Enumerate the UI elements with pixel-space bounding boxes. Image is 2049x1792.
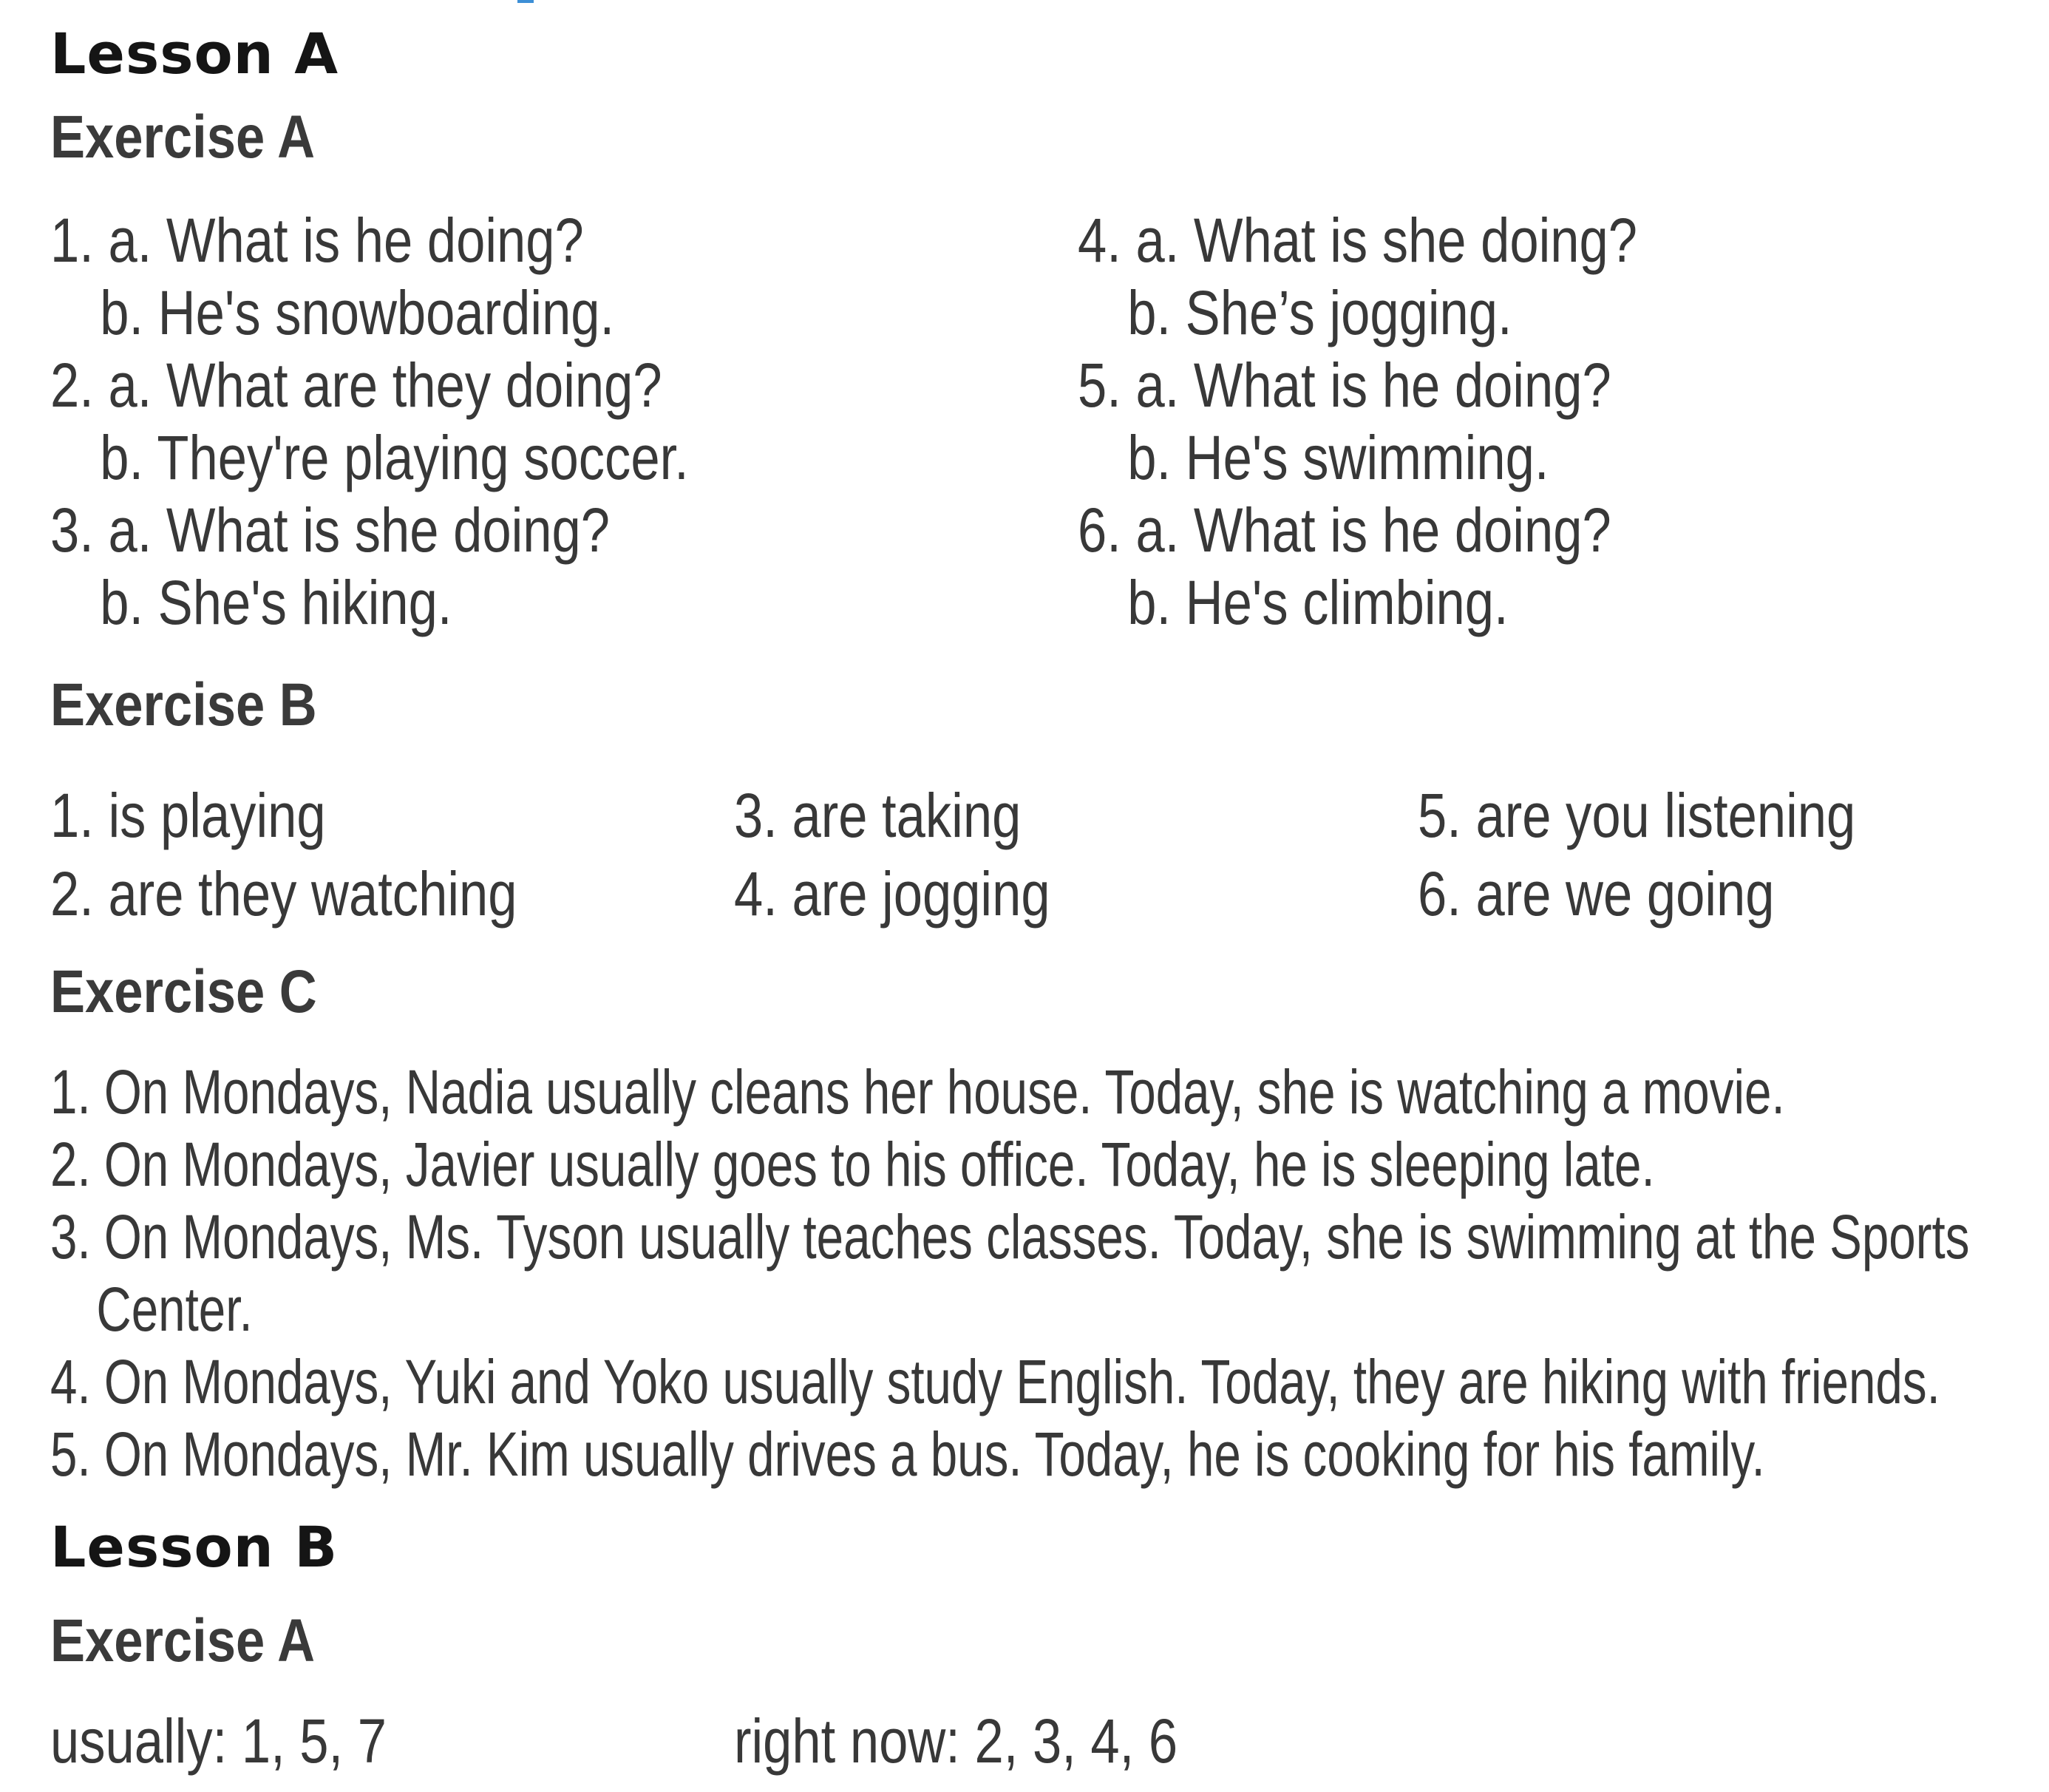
exercise-b-column-1 — [50, 776, 734, 933]
lesson-a-exercise-a-title: Exercise A — [50, 103, 316, 171]
lesson-a-exercise-a-answers — [50, 204, 2039, 639]
exercise-c-item-5: 5. On Mondays, Mr. Kim usually drives a bus. Today, he is cooking for his family. — [50, 1419, 1765, 1489]
exercise-a-item-3-question: 3. a. What is she doing? — [50, 495, 611, 565]
lesson-a-exercise-c-title: Exercise C — [50, 958, 317, 1025]
exercise-a-right-column — [1078, 204, 1965, 639]
lesson-b-right-now-column — [734, 1705, 1621, 1777]
lesson-a-title: Lesson A — [50, 21, 339, 86]
top-edge-mark — [517, 0, 534, 3]
exercise-c-item-2: 2. On Mondays, Javier usually goes to his office. Today, he is sleeping late. — [50, 1130, 1655, 1199]
exercise-b-item-4: 4. are jogging — [734, 859, 1050, 929]
lesson-a-exercise-b-answers — [50, 776, 2039, 933]
exercise-a-item-2-answer: b. They're playing soccer. — [100, 423, 689, 492]
exercise-a-left-column — [50, 204, 1078, 639]
exercise-c-item-3: 3. On Mondays, Ms. Tyson usually teaches classes. Today, she is swimming at the Sports — [50, 1202, 1970, 1272]
exercise-b-column-2 — [734, 776, 1418, 933]
exercise-a-item-3-answer: b. She's hiking. — [100, 568, 452, 637]
exercise-c-item-4: 4. On Mondays, Yuki and Yoko usually study English. Today, they are hiking with friends. — [50, 1347, 1940, 1416]
lesson-b-usually-answer: usually: 1, 5, 7 — [50, 1706, 387, 1776]
exercise-b-item-1: 1. is playing — [50, 781, 326, 850]
lesson-b-usually-column — [50, 1705, 734, 1777]
answer-key-page — [50, 19, 2039, 1777]
lesson-b-exercise-a-answers — [50, 1705, 2039, 1777]
exercise-b-item-2: 2. are they watching — [50, 859, 517, 929]
exercise-a-item-5-question: 5. a. What is he doing? — [1078, 350, 1611, 420]
lesson-b-title: Lesson B — [50, 1514, 339, 1580]
lesson-b-right-now-answer: right now: 2, 3, 4, 6 — [734, 1706, 1178, 1776]
lesson-b-exercise-a-title: Exercise A — [50, 1607, 316, 1674]
exercise-a-item-2-question: 2. a. What are they doing? — [50, 350, 662, 420]
exercise-a-item-6-question: 6. a. What is he doing? — [1078, 495, 1611, 565]
exercise-a-item-5-answer: b. He's swimming. — [1127, 423, 1549, 492]
exercise-a-item-6-answer: b. He's climbing. — [1127, 568, 1509, 637]
exercise-c-item-3-continued: Center. — [96, 1275, 253, 1344]
exercise-b-item-3: 3. are taking — [734, 781, 1022, 850]
exercise-a-item-1-answer: b. He's snowboarding. — [100, 278, 615, 347]
exercise-b-item-5: 5. are you listening — [1418, 781, 1856, 850]
exercise-a-item-4-answer: b. She’s jogging. — [1127, 278, 1512, 347]
exercise-c-item-1: 1. On Mondays, Nadia usually cleans her house. Today, she is watching a movie. — [50, 1057, 1785, 1127]
exercise-a-item-1-question: 1. a. What is he doing? — [50, 206, 584, 275]
exercise-a-item-4-question: 4. a. What is she doing? — [1078, 206, 1638, 275]
lesson-a-exercise-b-title: Exercise B — [50, 671, 317, 739]
exercise-b-column-3 — [1418, 776, 2009, 933]
lesson-a-exercise-c-answers — [50, 1056, 2039, 1490]
exercise-b-item-6: 6. are we going — [1418, 859, 1775, 929]
